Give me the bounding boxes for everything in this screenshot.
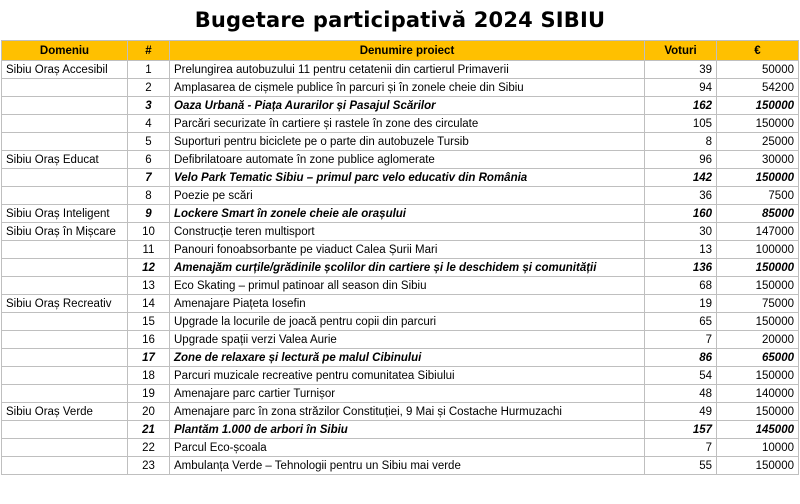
table-row	[2, 349, 799, 367]
table-row	[2, 457, 799, 475]
cell-domeniu	[2, 313, 128, 331]
cell-nr: 15	[128, 313, 170, 331]
table-row	[2, 259, 799, 277]
cell-domeniu: Sibiu Oraș Inteligent	[2, 205, 128, 223]
cell-nr: 19	[128, 385, 170, 403]
cell-proiect: Parcul Eco-școala	[170, 439, 645, 457]
cell-proiect: Upgrade spații verzi Valea Aurie	[170, 331, 645, 349]
cell-nr: 21	[128, 421, 170, 439]
cell-proiect: Parcări securizate în cartiere și rastele în zone des circulate	[170, 115, 645, 133]
table-body	[2, 61, 799, 475]
cell-domeniu	[2, 133, 128, 151]
cell-domeniu	[2, 169, 128, 187]
col-header-suma: €	[717, 41, 799, 61]
cell-voturi: 49	[645, 403, 717, 421]
cell-domeniu: Sibiu Oraș Accesibil	[2, 61, 128, 79]
cell-voturi: 55	[645, 457, 717, 475]
table-row	[2, 295, 799, 313]
cell-proiect: Parcuri muzicale recreative pentru comunitatea Sibiului	[170, 367, 645, 385]
cell-proiect: Amenajare parc cartier Turnișor	[170, 385, 645, 403]
cell-voturi: 7	[645, 439, 717, 457]
cell-proiect: Amenajare Piațeta Iosefin	[170, 295, 645, 313]
cell-nr: 10	[128, 223, 170, 241]
table-row	[2, 403, 799, 421]
cell-proiect: Panouri fonoabsorbante pe viaduct Calea Șurii Mari	[170, 241, 645, 259]
cell-domeniu: Sibiu Oraș Verde	[2, 403, 128, 421]
cell-suma: 100000	[717, 241, 799, 259]
cell-voturi: 39	[645, 61, 717, 79]
cell-voturi: 36	[645, 187, 717, 205]
cell-proiect: Construcție teren multisport	[170, 223, 645, 241]
table-row	[2, 169, 799, 187]
cell-suma: 50000	[717, 61, 799, 79]
cell-suma: 25000	[717, 133, 799, 151]
table-row	[2, 151, 799, 169]
cell-suma: 150000	[717, 97, 799, 115]
cell-suma: 150000	[717, 367, 799, 385]
col-header-denumire: Denumire proiect	[170, 41, 645, 61]
cell-voturi: 96	[645, 151, 717, 169]
cell-proiect: Zone de relaxare și lectură pe malul Cibinului	[170, 349, 645, 367]
cell-suma: 150000	[717, 403, 799, 421]
cell-nr: 20	[128, 403, 170, 421]
cell-domeniu	[2, 385, 128, 403]
cell-proiect: Prelungirea autobuzului 11 pentru cetatenii din cartierul Primaverii	[170, 61, 645, 79]
cell-domeniu	[2, 277, 128, 295]
cell-voturi: 160	[645, 205, 717, 223]
projects-table	[1, 40, 799, 475]
cell-suma: 10000	[717, 439, 799, 457]
cell-suma: 150000	[717, 457, 799, 475]
table-row	[2, 187, 799, 205]
table-row	[2, 79, 799, 97]
cell-domeniu: Sibiu Oraș Recreativ	[2, 295, 128, 313]
table-row	[2, 223, 799, 241]
cell-domeniu	[2, 79, 128, 97]
cell-domeniu	[2, 367, 128, 385]
cell-proiect: Amenajăm curțile/grădinile școlilor din cartiere și le deschidem și comunității	[170, 259, 645, 277]
table-row	[2, 421, 799, 439]
col-header-voturi: Voturi	[645, 41, 717, 61]
cell-suma: 30000	[717, 151, 799, 169]
cell-domeniu	[2, 241, 128, 259]
cell-proiect: Oaza Urbană - Piața Aurarilor și Pasajul Scărilor	[170, 97, 645, 115]
cell-suma: 85000	[717, 205, 799, 223]
cell-voturi: 54	[645, 367, 717, 385]
cell-proiect: Velo Park Tematic Sibiu – primul parc velo educativ din România	[170, 169, 645, 187]
cell-voturi: 136	[645, 259, 717, 277]
cell-nr: 1	[128, 61, 170, 79]
cell-proiect: Poezie pe scări	[170, 187, 645, 205]
col-header-domeniu: Domeniu	[2, 41, 128, 61]
cell-suma: 65000	[717, 349, 799, 367]
cell-voturi: 19	[645, 295, 717, 313]
cell-proiect: Defibrilatoare automate în zone publice aglomerate	[170, 151, 645, 169]
cell-voturi: 142	[645, 169, 717, 187]
table-row	[2, 61, 799, 79]
table-row	[2, 385, 799, 403]
cell-suma: 150000	[717, 259, 799, 277]
cell-nr: 8	[128, 187, 170, 205]
cell-suma: 7500	[717, 187, 799, 205]
cell-domeniu	[2, 187, 128, 205]
cell-nr: 3	[128, 97, 170, 115]
col-header-nr: #	[128, 41, 170, 61]
cell-nr: 5	[128, 133, 170, 151]
cell-domeniu	[2, 439, 128, 457]
cell-nr: 2	[128, 79, 170, 97]
cell-nr: 14	[128, 295, 170, 313]
table-row	[2, 439, 799, 457]
cell-suma: 54200	[717, 79, 799, 97]
cell-voturi: 8	[645, 133, 717, 151]
cell-domeniu	[2, 457, 128, 475]
table-row	[2, 133, 799, 151]
cell-nr: 11	[128, 241, 170, 259]
table-row	[2, 331, 799, 349]
cell-voturi: 48	[645, 385, 717, 403]
cell-voturi: 7	[645, 331, 717, 349]
cell-proiect: Lockere Smart în zonele cheie ale orașului	[170, 205, 645, 223]
cell-voturi: 13	[645, 241, 717, 259]
cell-voturi: 94	[645, 79, 717, 97]
cell-proiect: Eco Skating – primul patinoar all season din Sibiu	[170, 277, 645, 295]
table-header-row	[2, 41, 799, 61]
cell-suma: 20000	[717, 331, 799, 349]
cell-nr: 7	[128, 169, 170, 187]
cell-voturi: 162	[645, 97, 717, 115]
cell-nr: 23	[128, 457, 170, 475]
cell-nr: 18	[128, 367, 170, 385]
cell-voturi: 65	[645, 313, 717, 331]
cell-suma: 150000	[717, 169, 799, 187]
cell-suma: 147000	[717, 223, 799, 241]
table-row	[2, 97, 799, 115]
cell-domeniu	[2, 115, 128, 133]
cell-nr: 9	[128, 205, 170, 223]
cell-suma: 140000	[717, 385, 799, 403]
cell-domeniu	[2, 97, 128, 115]
cell-nr: 13	[128, 277, 170, 295]
table-row	[2, 277, 799, 295]
table-row	[2, 115, 799, 133]
cell-voturi: 68	[645, 277, 717, 295]
cell-suma: 75000	[717, 295, 799, 313]
cell-domeniu	[2, 331, 128, 349]
table-row	[2, 205, 799, 223]
table-row	[2, 367, 799, 385]
cell-suma: 150000	[717, 313, 799, 331]
cell-domeniu	[2, 259, 128, 277]
cell-voturi: 30	[645, 223, 717, 241]
cell-nr: 17	[128, 349, 170, 367]
table-row	[2, 241, 799, 259]
cell-proiect: Suporturi pentru biciclete pe o parte din autobuzele Tursib	[170, 133, 645, 151]
cell-proiect: Amenajare parc în zona străzilor Constituției, 9 Mai și Costache Hurmuzachi	[170, 403, 645, 421]
cell-nr: 6	[128, 151, 170, 169]
cell-proiect: Ambulanța Verde – Tehnologii pentru un Sibiu mai verde	[170, 457, 645, 475]
page-title: Bugetare participativă 2024 SIBIU	[194, 8, 606, 32]
cell-voturi: 105	[645, 115, 717, 133]
cell-voturi: 86	[645, 349, 717, 367]
cell-suma: 150000	[717, 115, 799, 133]
cell-domeniu: Sibiu Oraș în Mișcare	[2, 223, 128, 241]
cell-proiect: Upgrade la locurile de joacă pentru copii din parcuri	[170, 313, 645, 331]
cell-nr: 22	[128, 439, 170, 457]
cell-suma: 150000	[717, 277, 799, 295]
cell-proiect: Amplasarea de cișmele publice în parcuri și în zonele cheie din Sibiu	[170, 79, 645, 97]
cell-voturi: 157	[645, 421, 717, 439]
cell-nr: 12	[128, 259, 170, 277]
cell-domeniu: Sibiu Oraș Educat	[2, 151, 128, 169]
cell-domeniu	[2, 349, 128, 367]
cell-nr: 4	[128, 115, 170, 133]
cell-proiect: Plantăm 1.000 de arbori în Sibiu	[170, 421, 645, 439]
cell-nr: 16	[128, 331, 170, 349]
cell-suma: 145000	[717, 421, 799, 439]
table-row	[2, 313, 799, 331]
cell-domeniu	[2, 421, 128, 439]
